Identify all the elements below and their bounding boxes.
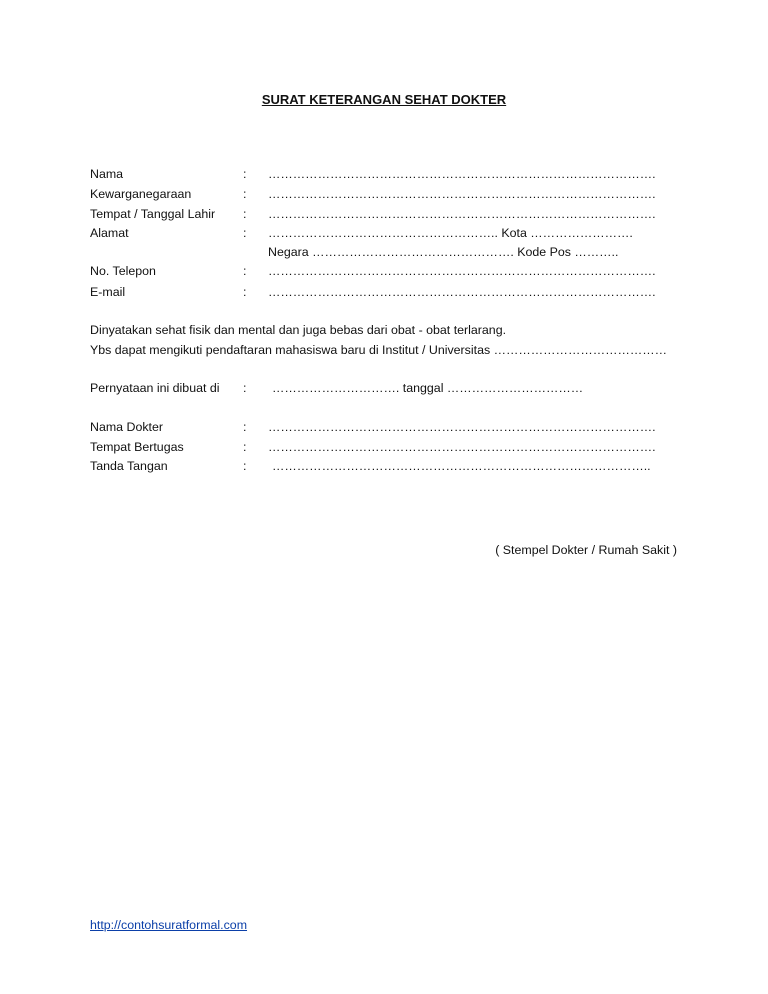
field-made-at-value: …………………………. tanggal …………………………… [272, 381, 584, 395]
field-kewarganegaraan-value: …………………………………………………………………………………. [268, 187, 656, 201]
field-alamat-line2: Negara …………………………………………. Kode Pos ……….. [268, 245, 619, 259]
footer-link[interactable]: http://contohsuratformal.com [90, 918, 248, 932]
stamp-placeholder: ( Stempel Dokter / Rumah Sakit ) [495, 543, 677, 557]
field-colon: : [243, 381, 247, 395]
field-telepon-value: …………………………………………………………………………………. [268, 264, 656, 278]
field-telepon-label: No. Telepon [90, 264, 156, 278]
field-tanda-tangan-label: Tanda Tangan [90, 459, 168, 473]
field-colon: : [243, 187, 247, 201]
field-nama-label: Nama [90, 167, 124, 181]
field-alamat-label: Alamat [90, 226, 129, 240]
field-colon: : [243, 459, 247, 473]
field-made-at-label: Pernyataan ini dibuat di [90, 381, 220, 395]
field-tanda-tangan-value: ……………………………………………………………………………….. [272, 459, 651, 473]
field-tempat-bertugas-label: Tempat Bertugas [90, 440, 184, 454]
document-title: SURAT KETERANGAN SEHAT DOKTER [261, 92, 507, 107]
field-email-value: …………………………………………………………………………………. [268, 285, 656, 299]
field-colon: : [243, 207, 247, 221]
field-tempat-bertugas-value: …………………………………………………………………………………. [268, 440, 656, 454]
field-colon: : [243, 285, 247, 299]
field-email-label: E-mail [90, 285, 126, 299]
field-nama-value: …………………………………………………………………………………. [268, 167, 656, 181]
field-alamat-line1: ……………………………………………….. Kota ……………………. [268, 226, 633, 240]
field-colon: : [243, 226, 247, 240]
field-colon: : [243, 420, 247, 434]
statement-line-2: Ybs dapat mengikuti pendaftaran mahasiswa baru di Institut / Universitas …………………………………… [90, 343, 668, 357]
field-colon: : [243, 264, 247, 278]
field-nama-dokter-label: Nama Dokter [90, 420, 163, 434]
field-colon: : [243, 440, 247, 454]
field-colon: : [243, 167, 247, 181]
field-nama-dokter-value: …………………………………………………………………………………. [268, 420, 656, 434]
field-kewarganegaraan-label: Kewarganegaraan [90, 187, 192, 201]
field-ttl-value: …………………………………………………………………………………. [268, 207, 656, 221]
statement-line-1: Dinyatakan sehat fisik dan mental dan juga bebas dari obat - obat terlarang. [90, 323, 507, 337]
field-ttl-label: Tempat / Tanggal Lahir [90, 207, 216, 221]
